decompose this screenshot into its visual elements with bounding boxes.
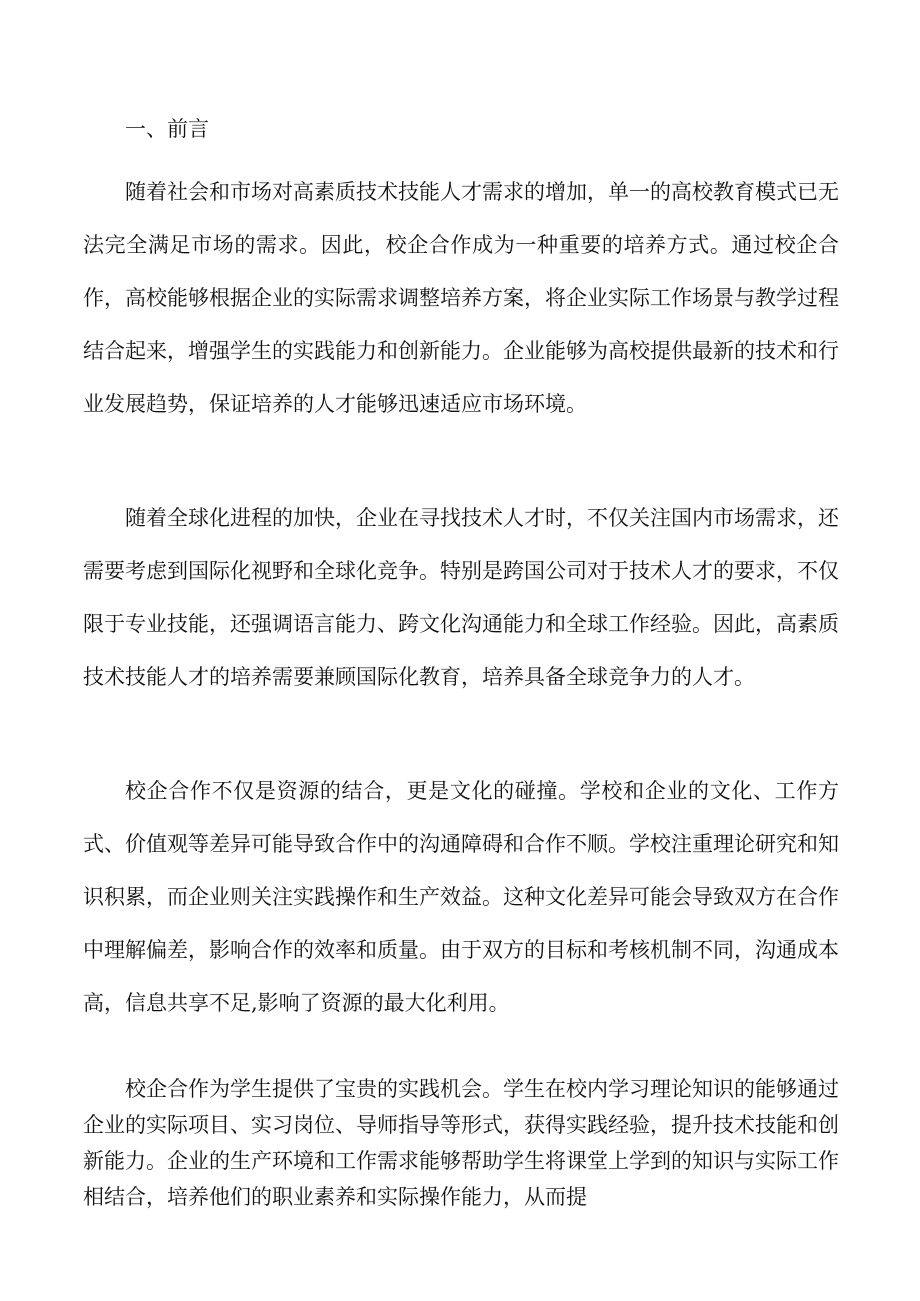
paragraph-4: 校企合作为学生提供了宝贵的实践机会。学生在校内学习理论知识的能够通过企业的实际项目、实习岗位、导师指导等形式，获得实践经验，提升技术技能和创新能力。企业的生产环境和工作需求能够帮助学生将课堂上学到的知识与实际工作相结合，培养他们的职业素养和实际操作能力，从而提 bbox=[83, 1077, 839, 1209]
paragraph-3: 校企合作不仅是资源的结合，更是文化的碰撞。学校和企业的文化、工作方式、价值观等差异可能导致合作中的沟通障碍和合作不顺。学校注重理论研究和知识积累，而企业则关注实践操作和生产效益。这种文化差异可能会导致双方在合作中理解偏差，影响合作的效率和质量。由于双方的目标和考核机制不同，沟通成本高，信息共享不足,影响了资源的最大化利用。 bbox=[83, 779, 839, 1015]
paragraph-1: 随着社会和市场对高素质技术技能人才需求的增加，单一的高校教育模式已无法完全满足市场的需求。因此，校企合作成为一种重要的培养方式。通过校企合作，高校能够根据企业的实际需求调整培养方案，将企业实际工作场景与教学过程结合起来，增强学生的实践能力和创新能力。企业能够为高校提供最新的技术和行业发展趋势，保证培养的人才能够迅速适应市场环境。 bbox=[83, 180, 839, 416]
paragraph-2: 随着全球化进程的加快，企业在寻找技术人才时，不仅关注国内市场需求，还需要考虑到国际化视野和全球化竞争。特别是跨国公司对于技术人才的要求，不仅限于专业技能，还强调语言能力、跨文化沟通能力和全球工作经验。因此，高素质技术技能人才的培养需要兼顾国际化教育，培养具备全球竞争力的人才。 bbox=[83, 506, 839, 689]
section-heading: 一、前言 bbox=[125, 117, 209, 141]
